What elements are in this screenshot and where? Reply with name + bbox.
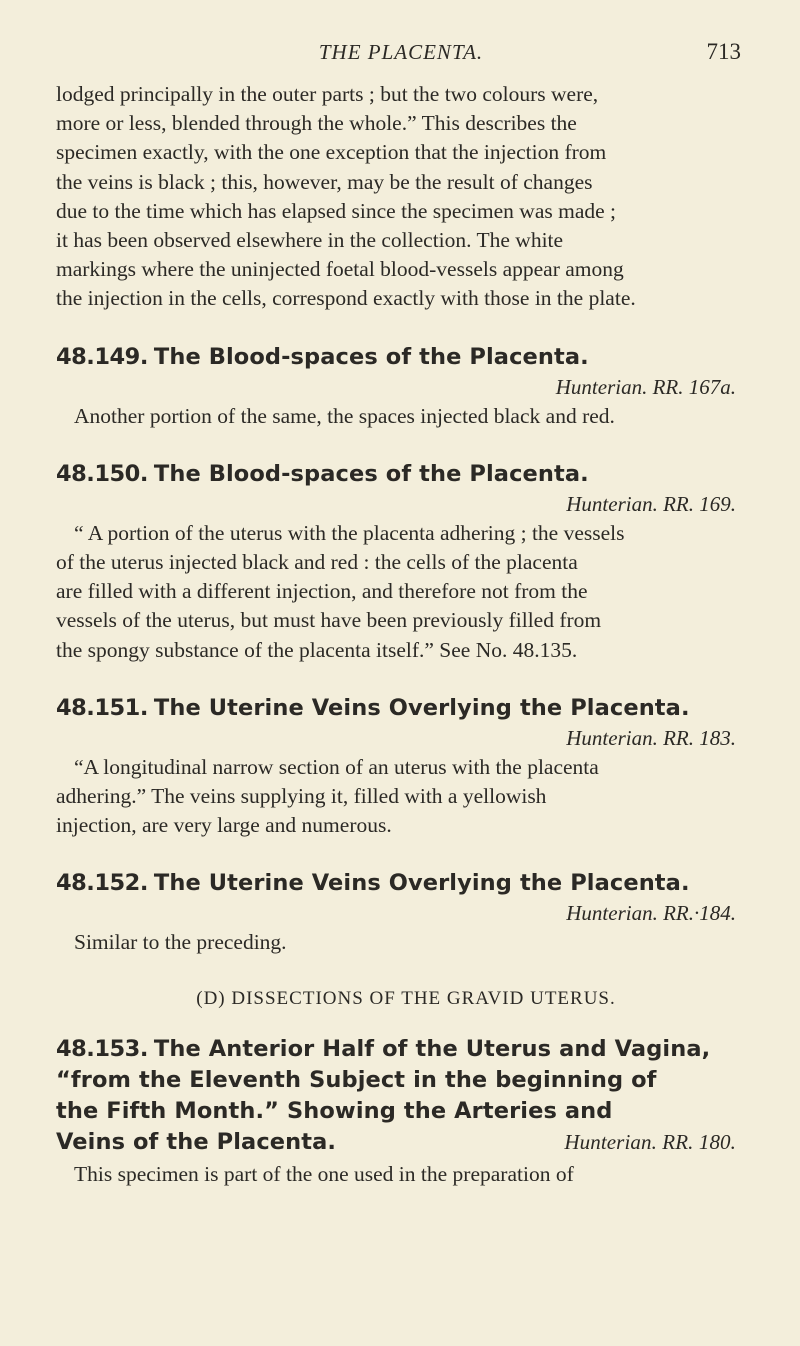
entry-source: Hunterian. RR. 183. <box>566 725 736 750</box>
description-line: “ A portion of the uterus with the placenta adhering ; the vessels <box>74 520 625 545</box>
catalogue-entry-48-152 <box>56 868 746 957</box>
running-title: THE PLACENTA. <box>318 40 484 64</box>
opening-line-7: markings where the uninjected foetal blood-vessels appear among <box>56 257 624 282</box>
description-line: injection, are very large and numerous. <box>56 813 392 838</box>
catalogue-entry-48-153 <box>56 1034 746 1189</box>
entry-title-line-4 <box>56 1127 746 1158</box>
description-line: adhering.” The veins supplying it, filled with a yellowish <box>56 784 547 809</box>
section-heading-text: (D) DISSECTIONS OF THE GRAVID UTERUS. <box>196 987 616 1009</box>
page-number: 713 <box>706 39 741 64</box>
opening-line-1: lodged principally in the outer parts ; but the two colours were, <box>56 82 599 106</box>
entry-source: Hunterian. RR. 180. <box>564 1129 736 1154</box>
entry-title: The Blood-spaces of the Placenta. <box>153 460 589 487</box>
entry-number: 48.149. <box>56 343 148 370</box>
opening-line-8: the injection in the cells, correspond exactly with those in the plate. <box>56 286 636 311</box>
opening-line-3: specimen exactly, with the one exception that the injection from <box>56 140 607 165</box>
description-line: vessels of the uterus, but must have been previously filled from <box>56 608 602 633</box>
entry-title: The Uterine Veins Overlying the Placenta. <box>153 870 690 897</box>
entry-title: The Uterine Veins Overlying the Placenta. <box>153 694 690 721</box>
entry-source: Hunterian. RR. 169. <box>566 491 736 516</box>
entry-heading <box>56 868 746 898</box>
opening-line-6: it has been observed elsewhere in the collection. The white <box>56 228 564 253</box>
entry-number: 48.152. <box>56 870 148 897</box>
document-page <box>56 32 746 1189</box>
entry-title-last-line: Veins of the Placenta. <box>56 1128 337 1155</box>
entry-title: The Blood-spaces of the Placenta. <box>153 343 589 370</box>
entry-number: 48.151. <box>56 694 148 721</box>
entry-heading <box>56 693 746 723</box>
entry-title-line-1 <box>56 1034 746 1065</box>
opening-line-5: due to the time which has elapsed since the specimen was made ; <box>56 198 617 223</box>
entry-title-line: The Anterior Half of the Uterus and Vagina, <box>153 1035 711 1062</box>
opening-paragraph <box>56 80 746 314</box>
entry-description: This specimen is part of the one used in the preparation of <box>74 1161 574 1186</box>
entry-description <box>56 519 746 665</box>
entry-description: Another portion of the same, the spaces injected black and red. <box>74 403 615 428</box>
entry-heading <box>56 459 746 489</box>
catalogue-entry-48-149 <box>56 342 746 431</box>
running-header <box>56 32 746 80</box>
entry-description: Similar to the preceding. <box>74 930 287 955</box>
entry-source: Hunterian. RR.·184. <box>566 901 736 926</box>
entry-title-line-2: “from the Eleventh Subject in the beginning of <box>56 1066 657 1093</box>
entry-description <box>56 753 746 841</box>
description-line: “A longitudinal narrow section of an uterus with the placenta <box>74 754 599 779</box>
catalogue-entry-48-150 <box>56 459 746 665</box>
description-line: the spongy substance of the placenta itself.” See No. 48.135. <box>56 637 578 662</box>
description-line: are filled with a different injection, and therefore not from the <box>56 579 588 604</box>
entry-heading <box>56 342 746 372</box>
entry-number: 48.150. <box>56 460 148 487</box>
opening-line-2: more or less, blended through the whole.” This describes the <box>56 111 577 136</box>
description-line: of the uterus injected black and red : the cells of the placenta <box>56 550 578 575</box>
entry-source: Hunterian. RR. 167a. <box>555 374 736 399</box>
entry-number: 48.153. <box>56 1035 148 1062</box>
catalogue-entry-48-151 <box>56 693 746 841</box>
entry-title-line-3: the Fifth Month.” Showing the Arteries and <box>56 1097 613 1124</box>
section-heading <box>66 988 746 1010</box>
opening-line-4: the veins is black ; this, however, may be the result of changes <box>56 169 593 194</box>
entry-heading <box>56 1034 746 1158</box>
